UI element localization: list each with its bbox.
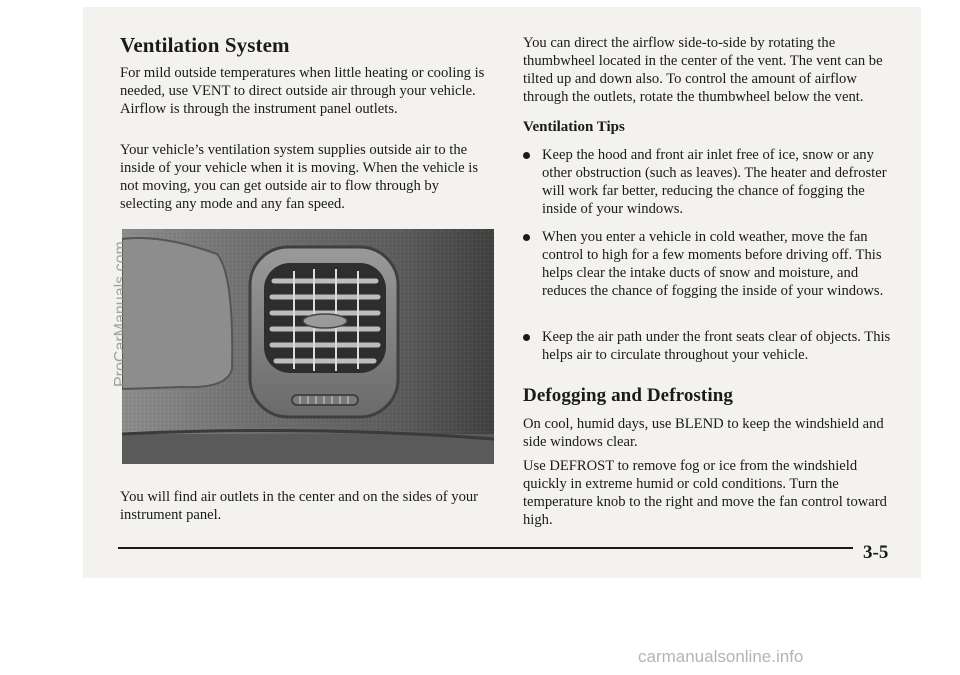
tip-list-item (523, 328, 898, 364)
bullet-icon (523, 152, 530, 159)
bullet-icon (523, 234, 530, 241)
air-vent-image (122, 229, 494, 464)
air-vent-photo (122, 229, 494, 464)
footer-rule (118, 547, 875, 549)
tip-text: Keep the air path under the front seats clear of objects. This helps air to circulate throughout your vehicle. (542, 329, 891, 363)
tip-text: Keep the hood and front air inlet free of ice, snow or any other obstruction (such as leaves). The heater and defroster will work far better, reducing the chance of fogging the inside of your windows. (542, 147, 887, 217)
side-watermark: ProCarManuals.com (112, 241, 129, 387)
bullet-icon (523, 334, 530, 341)
photo-caption: You will find air outlets in the center and on the sides of your instrument panel. (120, 489, 479, 523)
defogging-paragraph-1: On cool, humid days, use BLEND to keep the windshield and side windows clear. (523, 416, 884, 450)
tip-list-item (523, 146, 898, 218)
defogging-paragraph-2: Use DEFROST to remove fog or ice from the windshield quickly in extreme humid or cold conditions. Turn the temperature knob to the right and move the fan control toward high. (523, 458, 887, 528)
tip-list-item (523, 228, 898, 300)
ventilation-tips-heading: Ventilation Tips (523, 119, 625, 135)
ventilation-paragraph-1: For mild outside temperatures when little heating or cooling is needed, use VENT to direct outside air through your vehicle. Airflow is through the instrument panel outlets. (120, 65, 485, 117)
ventilation-paragraph-2: Your vehicle’s ventilation system supplies outside air to the inside of your vehicle when it is moving. When the vehicle is not moving, you can get outside air to flow through by selecting any mode and any fan speed. (120, 142, 479, 212)
bottom-watermark: carmanualsonline.info (638, 647, 804, 666)
tip-text: When you enter a vehicle in cold weather, move the fan control to high for a few moments before driving off. This helps clear the intake ducts of snow and moisture, and reduces the chance of fogging the inside of your windows. (542, 229, 884, 299)
airflow-paragraph: You can direct the airflow side-to-side by rotating the thumbwheel located in the center of the vent. The vent can be tilted up and down also. To control the amount of airflow through the outlets, rotate the thumbwheel below the vent. (523, 35, 883, 105)
page-number: 3-5 (853, 542, 888, 564)
section-heading-ventilation: Ventilation System (120, 33, 290, 57)
section-heading-defogging: Defogging and Defrosting (523, 385, 733, 406)
